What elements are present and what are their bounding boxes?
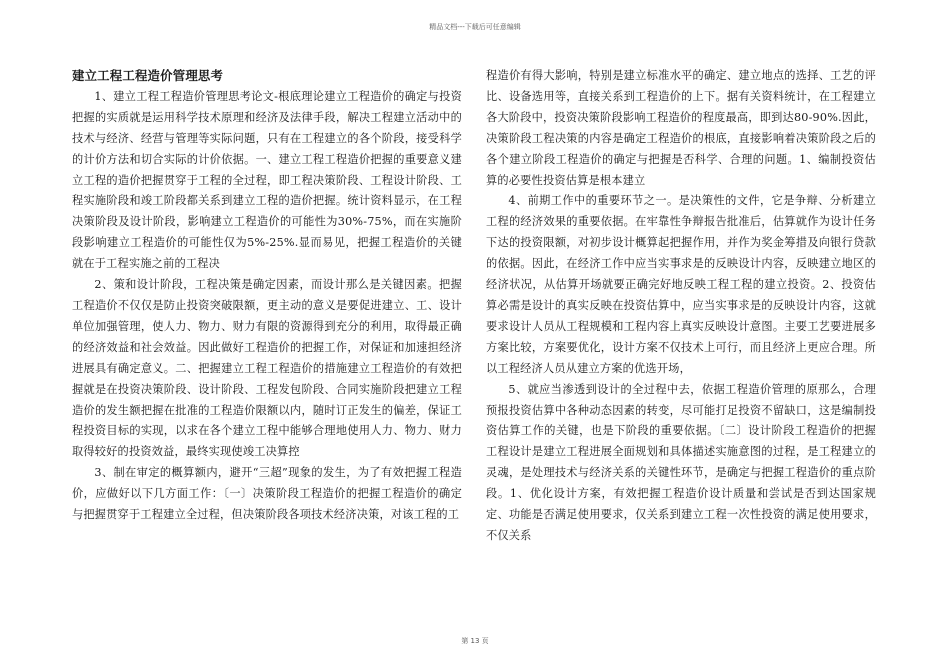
right-column <box>486 66 876 547</box>
paragraph-3-continued: 程造价有得大影响，特别是建立标准水平的确定、建立地点的选择、工艺的评比、设备选用等，直接关系到工程造价的上下。据有关资料统计，在工程建立各大阶段中，投资决策阶段影响工程造价的程度最高，即到达80-90%.因此，决策阶段工程决策的内容是确定工程造价的根底，直接影响着决策阶段之后的各个建立阶段工程造价的确定与把握是否科学、合理的问题。1、编制投资估算的必要性投资估算是根本建立 <box>486 69 876 187</box>
paragraph-4: 4、前期工作中的重要环节之一。是决策性的文件，它是争辩、分析建立工程的经济效果的重要依据。在牢靠性争辩报告批准后，估算就作为设计任务下达的投资限额，对初步设计概算起把握作用，并作为奖金筹措及向银行贷款的依据。因此，在经济工作中应当实事求是的反映设计内容，反映建立地区的经济状况，从估算开场就要正确完好地反映工程工程的建立投资。2、投资估算必需是设计的真实反映在投资估算中，应当实事求是的反映设计内容，这就要求设计人员从工程规模和工程内容上真实反映设计意图。主要工艺要进展多方案比较，方案要优化，设计方案不仅技术上可行，而且经济上更应合理。所以工程经济人员从建立方案的优选开场， <box>486 194 876 375</box>
paragraph-2: 2、策和设计阶段，工程决策是确定因素，而设计那么是关键因素。把握工程造价不仅仅是防止投资突破限额，更主动的意义是要促进建立、工、设计单位加强管理，使人力、物力、财力有限的资源得到充分的利用，取得最正确的经济效益和社会效益。因此做好工程造价的把握工作，对保证和加速担经济进展具有确定意义。二、把握建立工程工程造价的措施建立工程造价的有效把握就是在投资决策阶段、设计阶段、工程发包阶段、合同实施阶段把建立工程造价的发生额把握在批准的工程造价限额以内，随时订正发生的偏差，保证工程投资目标的实现，以求在各个建立工程中能够合理地使用人力、物力、财力取得较好的投资效益，最终实现使竣工决算控 <box>72 278 462 459</box>
paragraph-3: 3、制在审定的概算额内，避开“三超”现象的发生，为了有效把握工程造价，应做好以下几方面工作：〔一〕决策阶段工程造价的把握工程造价的确定与把握贯穿于工程建立全过程，但决策阶段各项技术经济决策，对该工程的工 <box>72 466 462 522</box>
paragraph-5: 5、就应当渗透到设计的全过程中去，依据工程造价管理的原那么，合理预报投资估算中各种动态因素的转变，尽可能打足投资不留缺口，这是编制投资估算工作的关键，也是下阶段的重要依据。〔二〕设计阶段工程造价的把握工程设计是建立工程进展全面规划和具体描述实施意图的过程，是工程建立的灵魂，是处理技术与经济关系的关键性环节，是确定与把握工程造价的重点阶段。1、优化设计方案，有效把握工程造价设计质量和尝试是否到达国家规定、功能是否满足使用要求，仅关系到建立工程一次性投资的满足使用要求，不仅关系 <box>486 382 876 542</box>
page-number: 第 13 页 <box>461 637 489 645</box>
page-header: 精品文档---下载后可任意编辑 <box>429 23 521 31</box>
document-title: 建立工程工程造价管理思考 <box>72 68 224 83</box>
left-column <box>72 66 462 526</box>
paragraph-1: 1、建立工程工程造价管理思考论文-根底理论建立工程造价的确定与投资把握的实质就是运用科学技术原理和经济及法律手段，解决工程建立活动中的技术与经济、经营与管理等实际问题，只有在工程建立的各个阶段，接受科学的计价方法和切合实际的计价依据。一、建立工程工程造价把握的重要意义建立工程的造价把握贯穿于工程的全过程，即工程决策阶段、工程设计阶段、工程实施阶段和竣工阶段都关系到建立工程的造价把握。统计资料显示，在工程决策阶段及设计阶段，影响建立工程造价的可能性为30%-75%，而在实施阶段影响建立工程造价的可能性仅为5%-25%.显而易见，把握工程造价的关键就在于工程实施之前的工程决 <box>72 89 462 271</box>
